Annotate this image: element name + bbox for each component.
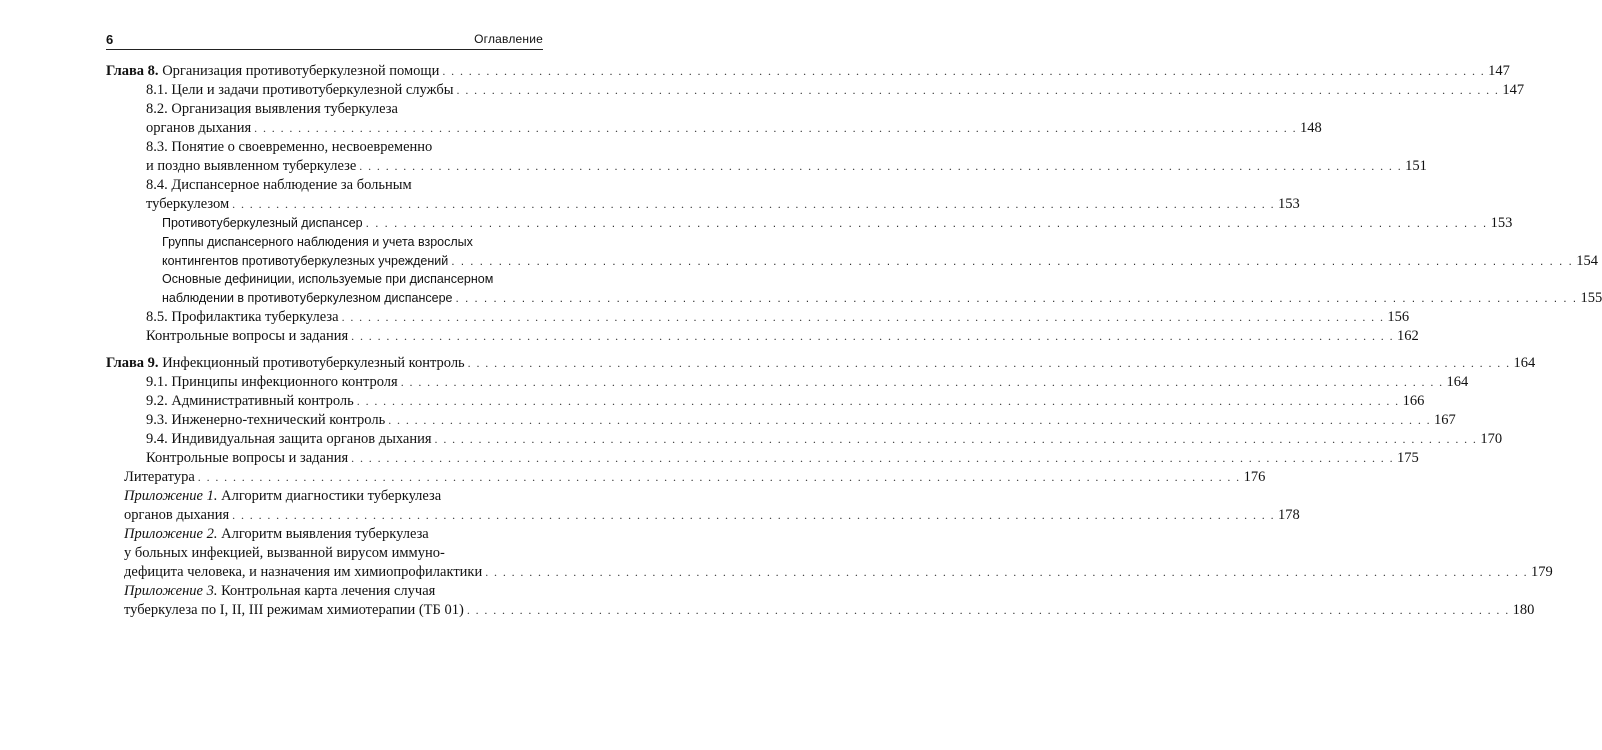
entry-text: 8.4. Диспансерное наблюдение за больным: [146, 177, 412, 193]
page-ref: 164: [1446, 373, 1469, 390]
entry-text: Контрольные вопросы и задания: [146, 449, 349, 466]
entry-text: туберкулеза по I, II, III режимам химиотерапии (ТБ 01): [124, 601, 464, 618]
toc-appendix-2-line2[interactable]: [106, 544, 543, 563]
page-header: [106, 30, 543, 50]
chapter-label: Глава 8.: [106, 63, 159, 79]
toc-appendix-1-line1[interactable]: [106, 487, 543, 506]
toc-entry-8-3-line1[interactable]: [106, 138, 543, 157]
entry-text: органов дыхания: [124, 506, 230, 523]
toc-entry-9-3[interactable]: [106, 411, 1456, 430]
leader-dots: [357, 392, 1400, 411]
leader-dots: [442, 62, 1485, 81]
toc-appendix-3[interactable]: [106, 601, 1535, 620]
leader-dots: [388, 411, 1431, 430]
leader-dots: [468, 354, 1511, 373]
toc-entry-8-2-line1[interactable]: [106, 100, 543, 119]
entry-text: 8.1. Цели и задачи противотуберкулезной службы: [146, 82, 454, 98]
chapter-title: Инфекционный противотуберкулезный контроль: [162, 354, 465, 371]
chapter-label: Глава 9.: [106, 354, 159, 371]
entry-text: Основные дефиниции, используемые при диспансерном: [162, 272, 494, 287]
page-ref: 175: [1396, 449, 1419, 466]
page-ref: 164: [1513, 354, 1536, 371]
toc-entry-8-2[interactable]: [106, 119, 1322, 138]
page-ref: 170: [1480, 430, 1503, 447]
toc-literature[interactable]: [106, 468, 1266, 487]
appendix-label: Приложение 2.: [124, 525, 218, 542]
entry-text: у больных инфекцией, вызванной вирусом иммуно-: [124, 544, 445, 561]
page-ref: 178: [1277, 506, 1300, 523]
leader-dots: [435, 430, 1478, 449]
page-ref: 148: [1299, 120, 1322, 136]
entry-text: контингентов противотуберкулезных учреждений: [162, 253, 449, 268]
toc-entry-9-questions[interactable]: [106, 449, 1419, 468]
page-ref: 162: [1396, 327, 1419, 344]
page-number: 6: [106, 32, 114, 47]
entry-text: дефицита человека, и назначения им химиопрофилактики: [124, 563, 483, 580]
leader-dots: [451, 252, 1573, 271]
entry-text: наблюдении в противотуберкулезном диспансере: [162, 291, 453, 306]
entry-text: Группы диспансерного наблюдения и учета взрослых: [162, 234, 473, 249]
page-ref: 147: [1488, 63, 1510, 79]
toc-entry-8-3[interactable]: [106, 157, 1427, 176]
leader-dots: [232, 195, 1275, 214]
page-ref: 179: [1531, 563, 1553, 580]
entry-text: Контрольные вопросы и задания: [146, 327, 349, 344]
page-ref: 151: [1405, 158, 1427, 174]
leader-dots: [401, 373, 1444, 392]
toc-entry-8-1[interactable]: [106, 81, 1525, 100]
leader-dots: [467, 601, 1510, 620]
leader-dots: [366, 214, 1488, 233]
toc-chapter-8[interactable]: [106, 62, 1510, 81]
toc-subentry-definitions-line1[interactable]: [106, 270, 543, 289]
toc-entry-8-4[interactable]: [106, 195, 1300, 214]
toc-chapter-9[interactable]: [106, 354, 1536, 373]
toc-entry-8-questions[interactable]: [106, 327, 1419, 346]
entry-text: органов дыхания: [146, 120, 252, 136]
page-ref: 156: [1387, 308, 1410, 325]
entry-text: Противотуберкулезный диспансер: [162, 216, 363, 230]
page-ref: 155: [1580, 290, 1602, 307]
entry-text: 8.5. Профилактика туберкулеза: [146, 308, 339, 325]
entry-text: Литература: [124, 468, 195, 485]
toc-entry-8-5[interactable]: [106, 308, 1410, 327]
leader-dots: [455, 289, 1577, 308]
leader-dots: [232, 506, 1275, 525]
entry-text: 9.1. Принципы инфекционного контроля: [146, 373, 398, 390]
leader-dots: [359, 157, 1402, 176]
toc-appendix-2[interactable]: [106, 563, 1553, 582]
leader-dots: [351, 327, 1394, 346]
entry-text: 9.4. Индивидуальная защита органов дыхания: [146, 430, 432, 447]
appendix-label: Приложение 1.: [124, 487, 218, 504]
toc-subentry-dispensary[interactable]: [106, 214, 1513, 233]
leader-dots: [457, 81, 1500, 100]
page-ref: 166: [1402, 392, 1425, 409]
toc-subentry-groups-line1[interactable]: [106, 233, 543, 252]
leader-dots: [198, 468, 1241, 487]
leader-dots: [342, 308, 1385, 327]
toc-entry-9-4[interactable]: [106, 430, 1503, 449]
entry-text: 9.3. Инженерно-технический контроль: [146, 411, 386, 428]
toc-appendix-3-line1[interactable]: [106, 582, 543, 601]
leader-dots: [485, 563, 1528, 582]
section-title: Оглавление: [474, 32, 543, 46]
toc-entry-9-1[interactable]: [106, 373, 1469, 392]
header-rule: [106, 49, 543, 50]
entry-text: туберкулезом: [146, 196, 230, 212]
leader-dots: [254, 119, 1297, 138]
page-ref: 154: [1576, 252, 1598, 269]
toc-subentry-definitions[interactable]: [106, 289, 1602, 308]
entry-text: Алгоритм диагностики туберкулеза: [221, 487, 442, 504]
toc-subentry-groups[interactable]: [106, 252, 1598, 271]
page-ref: 176: [1243, 468, 1266, 485]
page-ref: 180: [1512, 601, 1535, 618]
toc-appendix-1[interactable]: [106, 506, 1300, 525]
toc-entry-8-4-line1[interactable]: [106, 176, 543, 195]
toc-entry-9-2[interactable]: [106, 392, 1425, 411]
leader-dots: [351, 449, 1394, 468]
entry-text: Алгоритм выявления туберкулеза: [221, 525, 429, 542]
page-ref: 153: [1277, 196, 1300, 212]
entry-text: и поздно выявленном туберкулезе: [146, 158, 357, 174]
chapter-title: Организация противотуберкулезной помощи: [162, 63, 440, 79]
page-ref: 153: [1490, 215, 1513, 231]
page-ref: 147: [1502, 82, 1525, 98]
entry-text: 8.2. Организация выявления туберкулеза: [146, 101, 398, 117]
entry-text: Контрольная карта лечения случая: [221, 582, 436, 599]
entry-text: 8.3. Понятие о своевременно, несвоевременно: [146, 139, 433, 155]
toc-appendix-2-line1[interactable]: [106, 525, 543, 544]
appendix-label: Приложение 3.: [124, 582, 218, 599]
table-of-contents: [106, 62, 1602, 620]
page-ref: 167: [1434, 411, 1456, 428]
entry-text: 9.2. Административный контроль: [146, 392, 354, 409]
